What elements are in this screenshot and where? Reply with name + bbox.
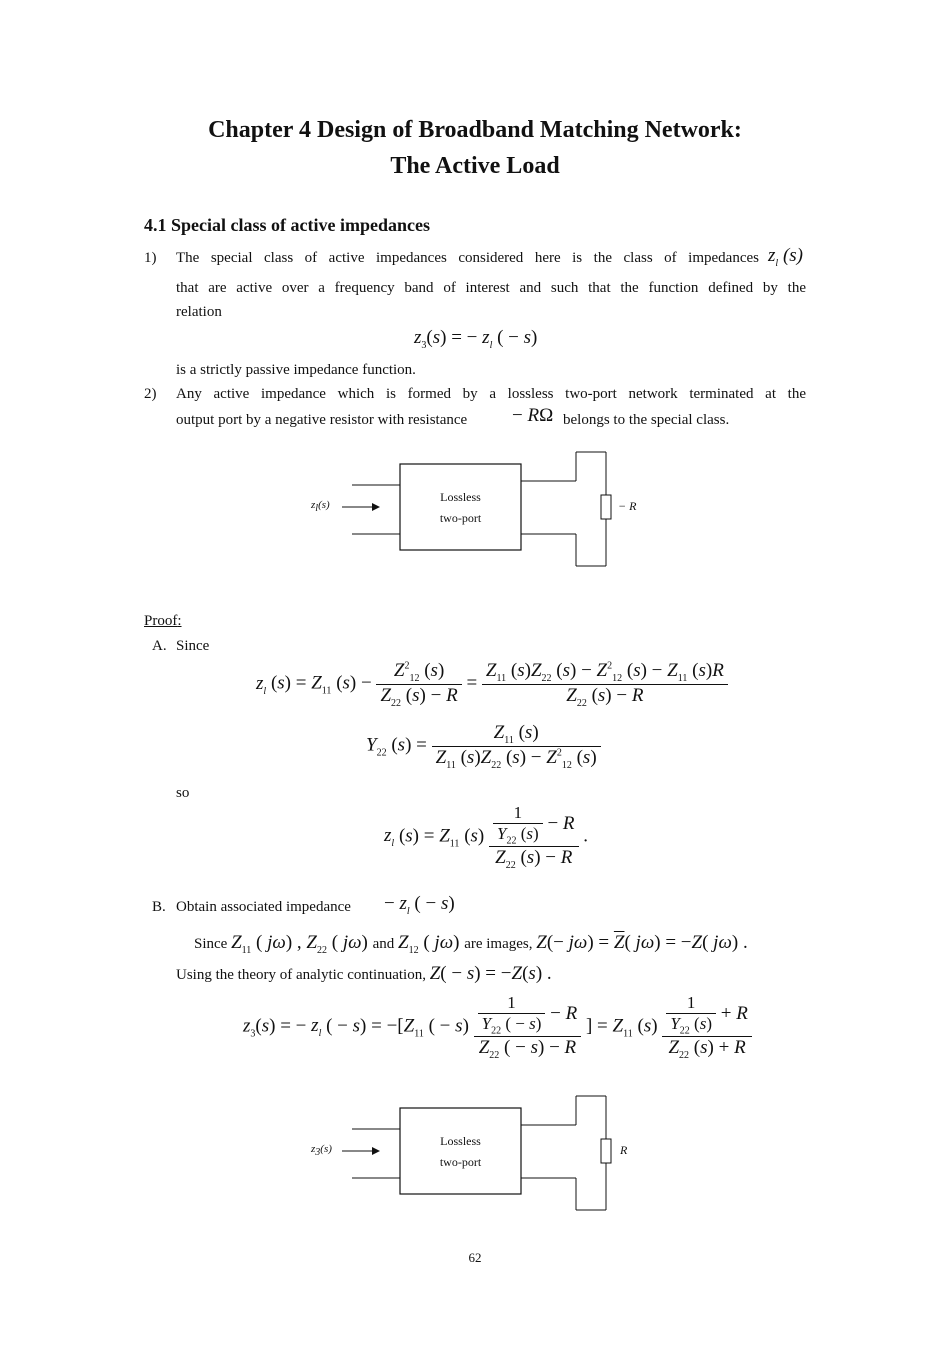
- equation-z3-derivation: $z_3(s)$ = − $z_l$ ( − $s) = -[Z_{11}$ ( − s) $\frac{1}{Y_{22} ( - s)}$ − R $Z_{22}$ ( − s) − R ] = $Z_{11}$ (s) $\frac{1}{Y_{22} (s)}$ + R $Z_{22}$ (s) + R: [243, 993, 752, 1061]
- equation-z3-def: $z_3(s)$ = − $z_l$ ( − s): [414, 327, 538, 351]
- equation-zl-z-params: $z_l$ $(s) = Z_{11}$ (s) − $\frac{Z^2_{12} (s)}{Z_{22} (s) - R}$ = $\frac{Z_{11} (s)Z_{22} (s) - Z^2_{12} (s) - Z_{11} (s)R}{Z_{22} (s) - R}$: [256, 660, 728, 709]
- diagram1-box-line1: Lossless: [440, 490, 481, 504]
- diagram1-resistor-label: − R: [618, 499, 637, 513]
- lossless-two-port-diagram-1: [300, 450, 640, 570]
- diagram2-box-line2: two-port: [439, 1155, 482, 1169]
- proof-label: Proof:: [144, 613, 182, 629]
- diagram1-input-label: $z_l(s)$: [311, 499, 330, 515]
- item2-number: 2): [144, 386, 157, 402]
- section-heading: 4.1 Special class of active impedances: [144, 215, 430, 235]
- diagram1-box-line2: two-port: [439, 511, 482, 525]
- equation-zl-y22: $z_l$ $(s) = Z_{11}$ (s) $\frac{1}{Y_{22} (s)}$ − R $Z_{22}$ (s) − R .: [384, 803, 589, 872]
- proof-a-text: Since: [176, 638, 210, 654]
- item1-line3: relation: [176, 304, 222, 320]
- proof-b-label: B.: [152, 899, 166, 915]
- proof-a-label: A.: [152, 638, 167, 654]
- neg-zl-neg-s: − $z_l$ ( − s): [384, 893, 455, 917]
- diagram2-box-line1: Lossless: [440, 1134, 481, 1148]
- item2-line1: Any active impedance which is formed by a lossless two-port network terminated at the: [176, 386, 806, 402]
- proof-since-line: Since $Z_{11}$ ( jω) , $Z_{22}$ ( jω) and $Z_{12}$ ( jω) are images, $Z(- j\omega) = \overline{Z}$( jω) = −Z( jω) .: [194, 932, 748, 956]
- proof-b-text: Obtain associated impedance: [176, 899, 351, 915]
- item1-line2: that are active over a frequency band of interest and such that the function defined by the: [176, 280, 806, 296]
- page-number: 62: [468, 1250, 482, 1265]
- item1-after: is a strictly passive impedance function.: [176, 362, 416, 378]
- item1-line1: The special class of active impedances considered here is the class of impedances: [176, 250, 759, 266]
- diagram2-resistor-label: R: [620, 1143, 628, 1157]
- diagram2-input-label: $z_3(s)$: [311, 1143, 332, 1159]
- lossless-two-port-diagram-2: [300, 1094, 640, 1214]
- neg-r-ohm: − RΩ: [512, 405, 554, 426]
- item1-number: 1): [144, 250, 157, 266]
- item2-line2b: belongs to the special class.: [563, 412, 730, 428]
- proof-so: so: [176, 785, 190, 801]
- item2-line2a: output port by a negative resistor with resistance: [176, 412, 468, 428]
- proof-using-line: Using the theory of analytic continuation, Z( − s) = −Z(s) .: [176, 963, 552, 984]
- chapter-subtitle: The Active Load: [390, 153, 560, 179]
- chapter-title: Chapter 4 Design of Broadband Matching Network:: [208, 117, 742, 143]
- item1-zl: $z_l$ (s): [768, 245, 803, 269]
- equation-y22: $Y_{22}$ (s) = $\frac{Z_{11} (s)}{Z_{11} (s)Z_{22} (s) - Z^2_{12} (s)}$: [366, 722, 601, 771]
